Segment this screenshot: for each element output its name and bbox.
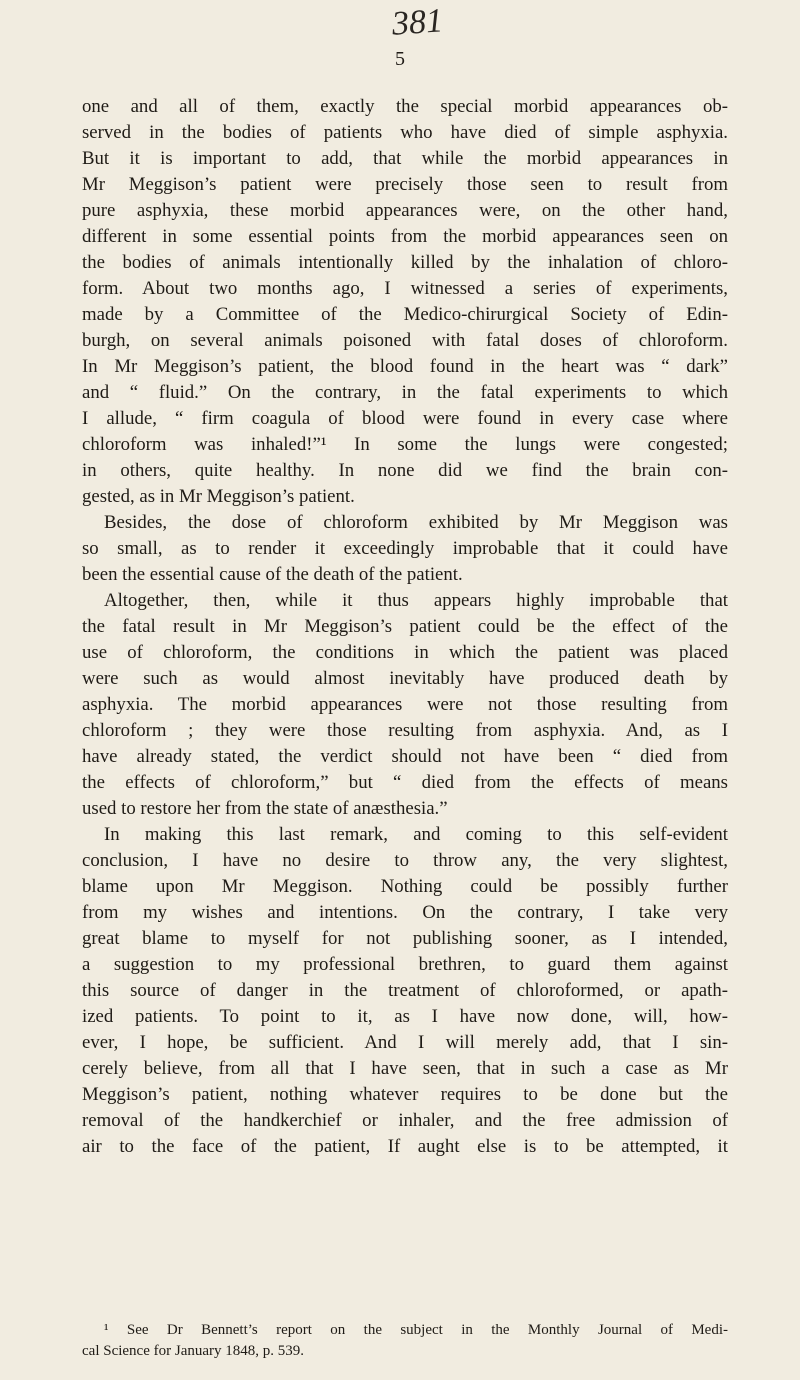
text-line: ized patients. To point to it, as I have now done, will, how-	[82, 1006, 728, 1027]
text-line: the bodies of animals intentionally killed by the inhalation of chloro-	[82, 252, 728, 273]
text-line: ever, I hope, be sufficient. And I will merely add, that I sin-	[82, 1032, 728, 1053]
footnote	[82, 1320, 728, 1362]
text-line: Altogether, then, while it thus appears highly improbable that	[104, 590, 728, 611]
text-line: a suggestion to my professional brethren, to guard them against	[82, 954, 728, 975]
page-number: 5	[395, 48, 405, 70]
text-line: Meggison’s patient, nothing whatever requires to be done but the	[82, 1084, 728, 1105]
text-line: In Mr Meggison’s patient, the blood found in the heart was “ dark”	[82, 356, 728, 377]
text-line: But it is important to add, that while the morbid appearances in	[82, 148, 728, 169]
text-line: form. About two months ago, I witnessed a series of experiments,	[82, 278, 728, 299]
text-line: have already stated, the verdict should not have been “ died from	[82, 746, 728, 767]
text-line: been the essential cause of the death of the patient.	[82, 564, 463, 585]
text-line: made by a Committee of the Medico-chirurgical Society of Edin-	[82, 304, 728, 325]
text-line: Besides, the dose of chloroform exhibited by Mr Meggison was	[104, 512, 728, 533]
text-line: used to restore her from the state of anæsthesia.”	[82, 798, 448, 819]
text-line: one and all of them, exactly the special morbid appearances ob-	[82, 96, 728, 117]
text-line: and “ fluid.” On the contrary, in the fatal experiments to which	[82, 382, 728, 403]
text-line: Mr Meggison’s patient were precisely those seen to result from	[82, 174, 728, 195]
text-line: removal of the handkerchief or inhaler, and the free admission of	[82, 1110, 728, 1131]
text-line: were such as would almost inevitably have produced death by	[82, 668, 728, 689]
text-line: chloroform ; they were those resulting from asphyxia. And, as I	[82, 720, 728, 741]
text-line: blame upon Mr Meggison. Nothing could be possibly further	[82, 876, 728, 897]
handwritten-page-mark: 381	[390, 2, 445, 43]
text-line: asphyxia. The morbid appearances were not those resulting from	[82, 694, 728, 715]
text-line: conclusion, I have no desire to throw any, the very slightest,	[82, 850, 728, 871]
text-line: served in the bodies of patients who have died of simple asphyxia.	[82, 122, 728, 143]
text-line: I allude, “ firm coagula of blood were found in every case where	[82, 408, 728, 429]
text-line: air to the face of the patient, If aught else is to be attempted, it	[82, 1136, 728, 1157]
text-line: so small, as to render it exceedingly improbable that it could have	[82, 538, 728, 559]
footnote-line: cal Science for January 1848, p. 539.	[82, 1343, 305, 1359]
text-line: different in some essential points from the morbid appearances seen on	[82, 226, 728, 247]
text-line: this source of danger in the treatment of chloroformed, or apath-	[82, 980, 728, 1001]
text-line: gested, as in Mr Meggison’s patient.	[82, 486, 355, 507]
text-line: the fatal result in Mr Meggison’s patient could be the effect of the	[82, 616, 728, 637]
body-text	[82, 94, 728, 1160]
text-line: cerely believe, from all that I have seen, that in such a case as Mr	[82, 1058, 728, 1079]
text-line: in others, quite healthy. In none did we find the brain con-	[82, 460, 728, 481]
text-line: great blame to myself for not publishing sooner, as I intended,	[82, 928, 728, 949]
text-line: burgh, on several animals poisoned with fatal doses of chloroform.	[82, 330, 728, 351]
text-line: chloroform was inhaled!”¹ In some the lungs were congested;	[82, 434, 728, 455]
text-line: pure asphyxia, these morbid appearances were, on the other hand,	[82, 200, 728, 221]
text-line: In making this last remark, and coming to this self-evident	[104, 824, 728, 845]
footnote-line: ¹ See Dr Bennett’s report on the subject in the Monthly Journal of Medi-	[104, 1322, 728, 1338]
text-line: the effects of chloroform,” but “ died from the effects of means	[82, 772, 728, 793]
text-line: use of chloroform, the conditions in which the patient was placed	[82, 642, 728, 663]
text-line: from my wishes and intentions. On the contrary, I take very	[82, 902, 728, 923]
